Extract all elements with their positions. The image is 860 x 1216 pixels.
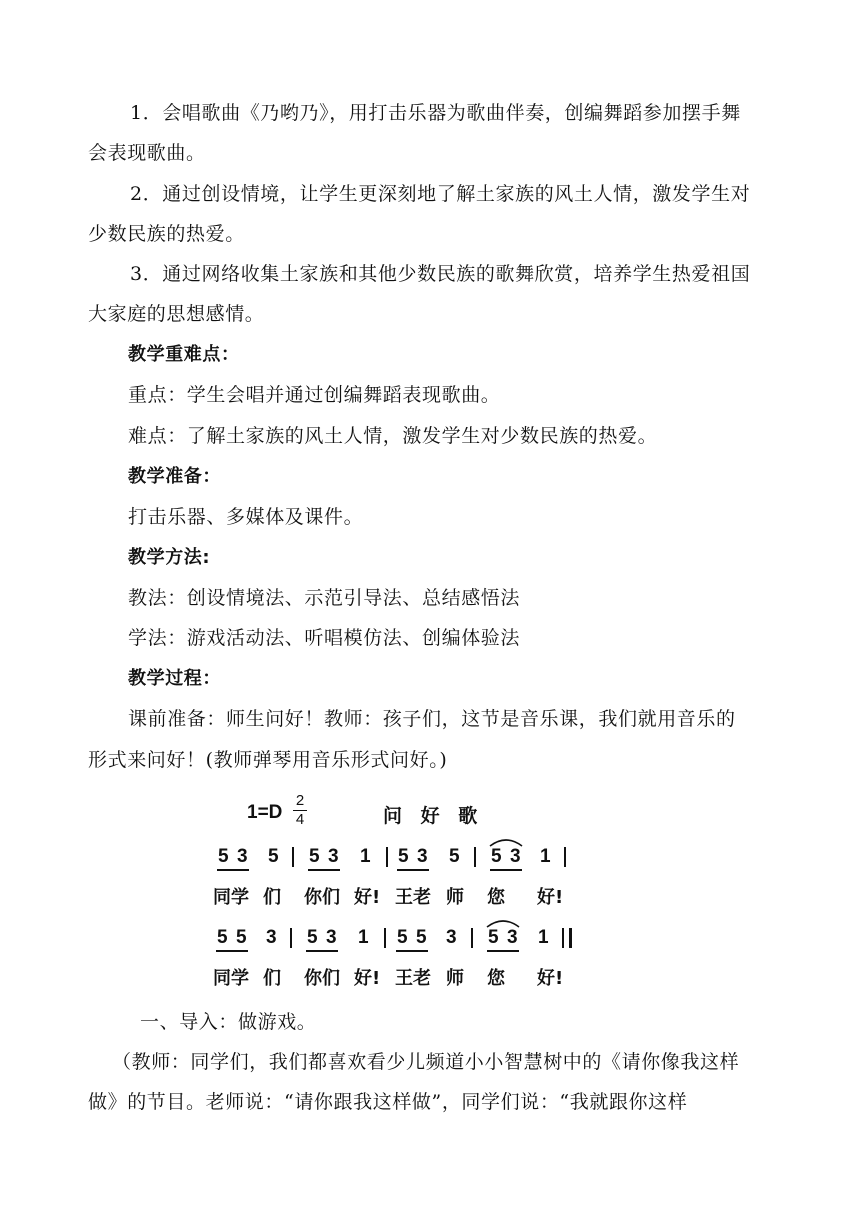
barline bbox=[384, 928, 386, 948]
note: 5 bbox=[217, 927, 228, 948]
note: 3 bbox=[507, 927, 518, 948]
note: 1 bbox=[538, 927, 549, 948]
final-barline bbox=[562, 928, 564, 948]
lyric: 们 bbox=[263, 968, 281, 989]
lyric: 您 bbox=[487, 968, 505, 989]
note: 3 bbox=[417, 846, 428, 867]
objective-3-line1: 3．通过网络收集土家族和其他少数民族的歌舞欣赏，培养学生热爱祖国 bbox=[130, 263, 751, 285]
lyric: 师 bbox=[446, 887, 464, 908]
beam-underline bbox=[217, 869, 249, 871]
note: 1 bbox=[358, 927, 369, 948]
beam-underline bbox=[397, 869, 429, 871]
lyric: 你们 bbox=[304, 887, 340, 908]
note: 3 bbox=[328, 846, 339, 867]
note: 5 bbox=[488, 927, 499, 948]
objective-1-line2: 会表现歌曲。 bbox=[88, 142, 206, 164]
process-intro-line1: 课前准备：师生问好！教师：孩子们，这节是音乐课，我们就用音乐的 bbox=[128, 708, 736, 730]
time-denominator: 4 bbox=[295, 811, 305, 828]
score-time-signature bbox=[293, 793, 307, 828]
lyric: 好! bbox=[354, 887, 381, 908]
barline bbox=[474, 847, 476, 867]
time-numerator: 2 bbox=[293, 793, 307, 811]
preparation-text: 打击乐器、多媒体及课件。 bbox=[128, 506, 364, 528]
song-title: 问 好 歌 bbox=[383, 805, 484, 827]
lyric: 好! bbox=[537, 968, 564, 989]
barline bbox=[386, 847, 388, 867]
note: 5 bbox=[268, 846, 279, 867]
lyric: 好! bbox=[354, 968, 381, 989]
barline bbox=[290, 928, 292, 948]
key-point-difficult: 难点：了解土家族的风土人情，激发学生对少数民族的热爱。 bbox=[128, 425, 658, 447]
final-barline-thick bbox=[569, 928, 572, 948]
note: 5 bbox=[307, 927, 318, 948]
note: 3 bbox=[326, 927, 337, 948]
note: 5 bbox=[416, 927, 427, 948]
objective-3-line2: 大家庭的思想感情。 bbox=[88, 303, 265, 325]
barline bbox=[471, 928, 473, 948]
barline bbox=[564, 847, 566, 867]
barline bbox=[292, 847, 294, 867]
beam-underline bbox=[487, 950, 519, 952]
process-heading: 教学过程： bbox=[128, 668, 221, 689]
methods-heading: 教学方法: bbox=[128, 547, 211, 568]
beam-underline bbox=[306, 950, 338, 952]
lyric: 王老 bbox=[395, 887, 431, 908]
objective-2-line2: 少数民族的热爱。 bbox=[88, 223, 245, 245]
beam-underline bbox=[396, 950, 428, 952]
lyric: 们 bbox=[263, 887, 281, 908]
note: 5 bbox=[236, 927, 247, 948]
lyric: 同学 bbox=[213, 968, 249, 989]
note: 5 bbox=[491, 846, 502, 867]
methods-teaching: 教法：创设情境法、示范引导法、总结感悟法 bbox=[128, 587, 521, 609]
beam-underline bbox=[308, 869, 340, 871]
note: 5 bbox=[398, 846, 409, 867]
note: 5 bbox=[449, 846, 460, 867]
note: 3 bbox=[266, 927, 277, 948]
note: 5 bbox=[309, 846, 320, 867]
lyric: 好! bbox=[537, 887, 564, 908]
note: 3 bbox=[237, 846, 248, 867]
note: 3 bbox=[510, 846, 521, 867]
slur-arc bbox=[488, 836, 524, 848]
beam-underline bbox=[216, 950, 248, 952]
lyric: 您 bbox=[487, 887, 505, 908]
process-intro-line2: 形式来问好！(教师弹琴用音乐形式问好。) bbox=[88, 749, 448, 771]
key-point-important: 重点：学生会唱并通过创编舞蹈表现歌曲。 bbox=[128, 384, 501, 406]
key-points-heading: 教学重难点： bbox=[128, 344, 240, 365]
beam-underline bbox=[490, 869, 522, 871]
slur-arc bbox=[485, 917, 521, 929]
note: 5 bbox=[397, 927, 408, 948]
lyric: 你们 bbox=[304, 968, 340, 989]
lyric: 师 bbox=[446, 968, 464, 989]
score-key: 1=D bbox=[247, 802, 283, 823]
section-1-paragraph-line1: （教师：同学们，我们都喜欢看少儿频道小小智慧树中的《请你像我这样 bbox=[112, 1051, 740, 1073]
section-1-heading: 一、导入：做游戏。 bbox=[140, 1011, 317, 1033]
note: 5 bbox=[218, 846, 229, 867]
note: 3 bbox=[446, 927, 457, 948]
lyric: 同学 bbox=[213, 887, 249, 908]
objective-2-line1: 2．通过创设情境，让学生更深刻地了解土家族的风土人情，激发学生对 bbox=[130, 183, 751, 205]
section-1-paragraph-line2: 做》的节目。老师说：“请你跟我这样做”，同学们说：“我就跟你这样 bbox=[88, 1091, 688, 1113]
methods-learning: 学法：游戏活动法、听唱模仿法、创编体验法 bbox=[128, 627, 521, 649]
note: 1 bbox=[540, 846, 551, 867]
note: 1 bbox=[360, 846, 371, 867]
lyric: 王老 bbox=[395, 968, 431, 989]
objective-1-line1: 1．会唱歌曲《乃哟乃》，用打击乐器为歌曲伴奏，创编舞蹈参加摆手舞 bbox=[130, 102, 741, 124]
preparation-heading: 教学准备： bbox=[128, 466, 221, 487]
